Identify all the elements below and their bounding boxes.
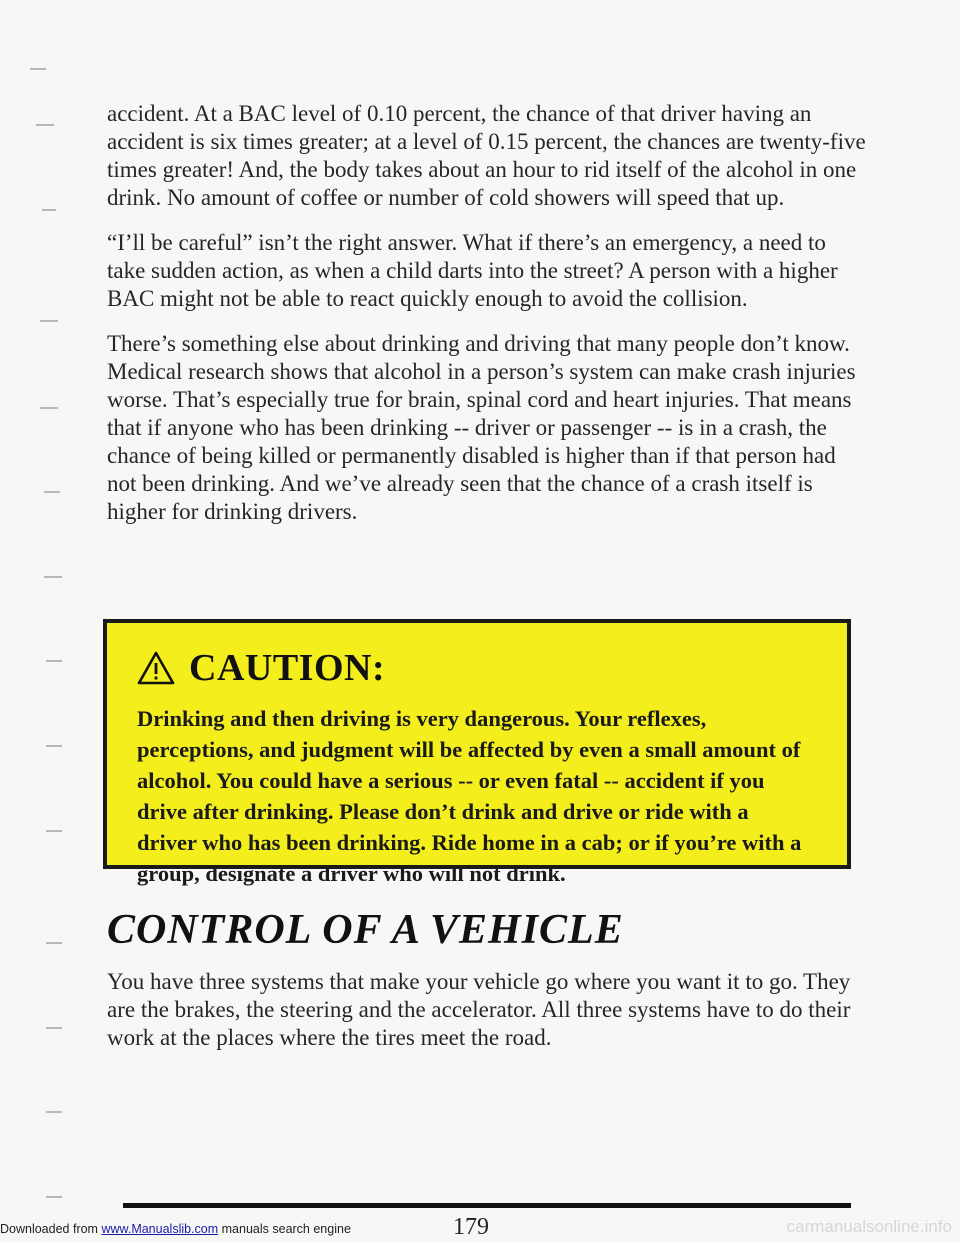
margin-tick xyxy=(36,124,54,126)
download-footer xyxy=(0,1222,600,1236)
margin-tick xyxy=(44,576,62,578)
margin-tick xyxy=(30,68,46,70)
body-paragraph: accident. At a BAC level of 0.10 percent, the chance of that driver having an accident is six times greater; at a level of 0.15 percent, the chances are twenty-five times greater! And, the body takes about an hour to rid itself of the alcohol in one drink. No amount of coffee or number of cold showers will speed that up. xyxy=(107,101,866,210)
body-paragraph: There’s something else about drinking and driving that many people don’t know. Medical research shows that alcohol in a person’s system can make crash injuries worse. That’s especially true for brain, spinal cord and heart injuries. That means that if anyone who has been drinking -- driver or passenger -- is in a crash, the chance of being killed or permanently disabled is higher than if that person had not been drinking. And we’ve already seen that the chance of a crash itself is higher for drinking drivers. xyxy=(107,331,856,524)
margin-tick xyxy=(42,209,56,211)
warning-triangle-icon xyxy=(137,651,175,685)
body-paragraph: “I’ll be careful” isn’t the right answer. What if there’s an emergency, a need to take sudden action, as when a child darts into the street? A person with a higher BAC might not be able to react quickly enough to avoid the collision. xyxy=(107,230,838,311)
margin-tick xyxy=(46,1196,62,1198)
caution-title: CAUTION: xyxy=(189,647,386,689)
page-number: 179 xyxy=(453,1214,489,1240)
footer-rule xyxy=(123,1203,851,1208)
margin-ticks xyxy=(0,0,80,1242)
margin-tick xyxy=(40,320,58,322)
footer-suffix: manuals search engine xyxy=(218,1222,351,1236)
body-text xyxy=(107,100,867,543)
section-body xyxy=(107,968,877,1069)
margin-tick xyxy=(46,1027,62,1029)
margin-tick xyxy=(40,407,58,409)
margin-tick xyxy=(46,745,62,747)
watermark: carmanualsonline.info xyxy=(786,1217,952,1236)
margin-tick xyxy=(46,830,62,832)
section-title: CONTROL OF A VEHICLE xyxy=(107,907,624,953)
margin-tick xyxy=(46,1111,62,1113)
caution-text: Drinking and then driving is very dangerous. Your reflexes, perceptions, and judgment will be affected by even a small amount of alcohol. You could have a serious -- or even fatal -- accident if you drive after drinking. Please don’t drink and drive or ride with a driver who has been drinking. Ride home in a cab; or if you’re with a group, designate a driver who will not drink. xyxy=(137,706,802,886)
margin-tick xyxy=(46,660,62,662)
margin-tick xyxy=(44,491,60,493)
margin-tick xyxy=(46,942,62,944)
caution-box xyxy=(103,619,851,886)
caution-header xyxy=(137,633,813,703)
footer-prefix: Downloaded from xyxy=(0,1222,102,1236)
manualslib-link[interactable]: www.Manualslib.com xyxy=(101,1222,219,1236)
section-paragraph: You have three systems that make your vehicle go where you want it to go. They are the brakes, the steering and the accelerator. All three systems have to do their work at the places where the tires meet the road. xyxy=(107,969,851,1050)
